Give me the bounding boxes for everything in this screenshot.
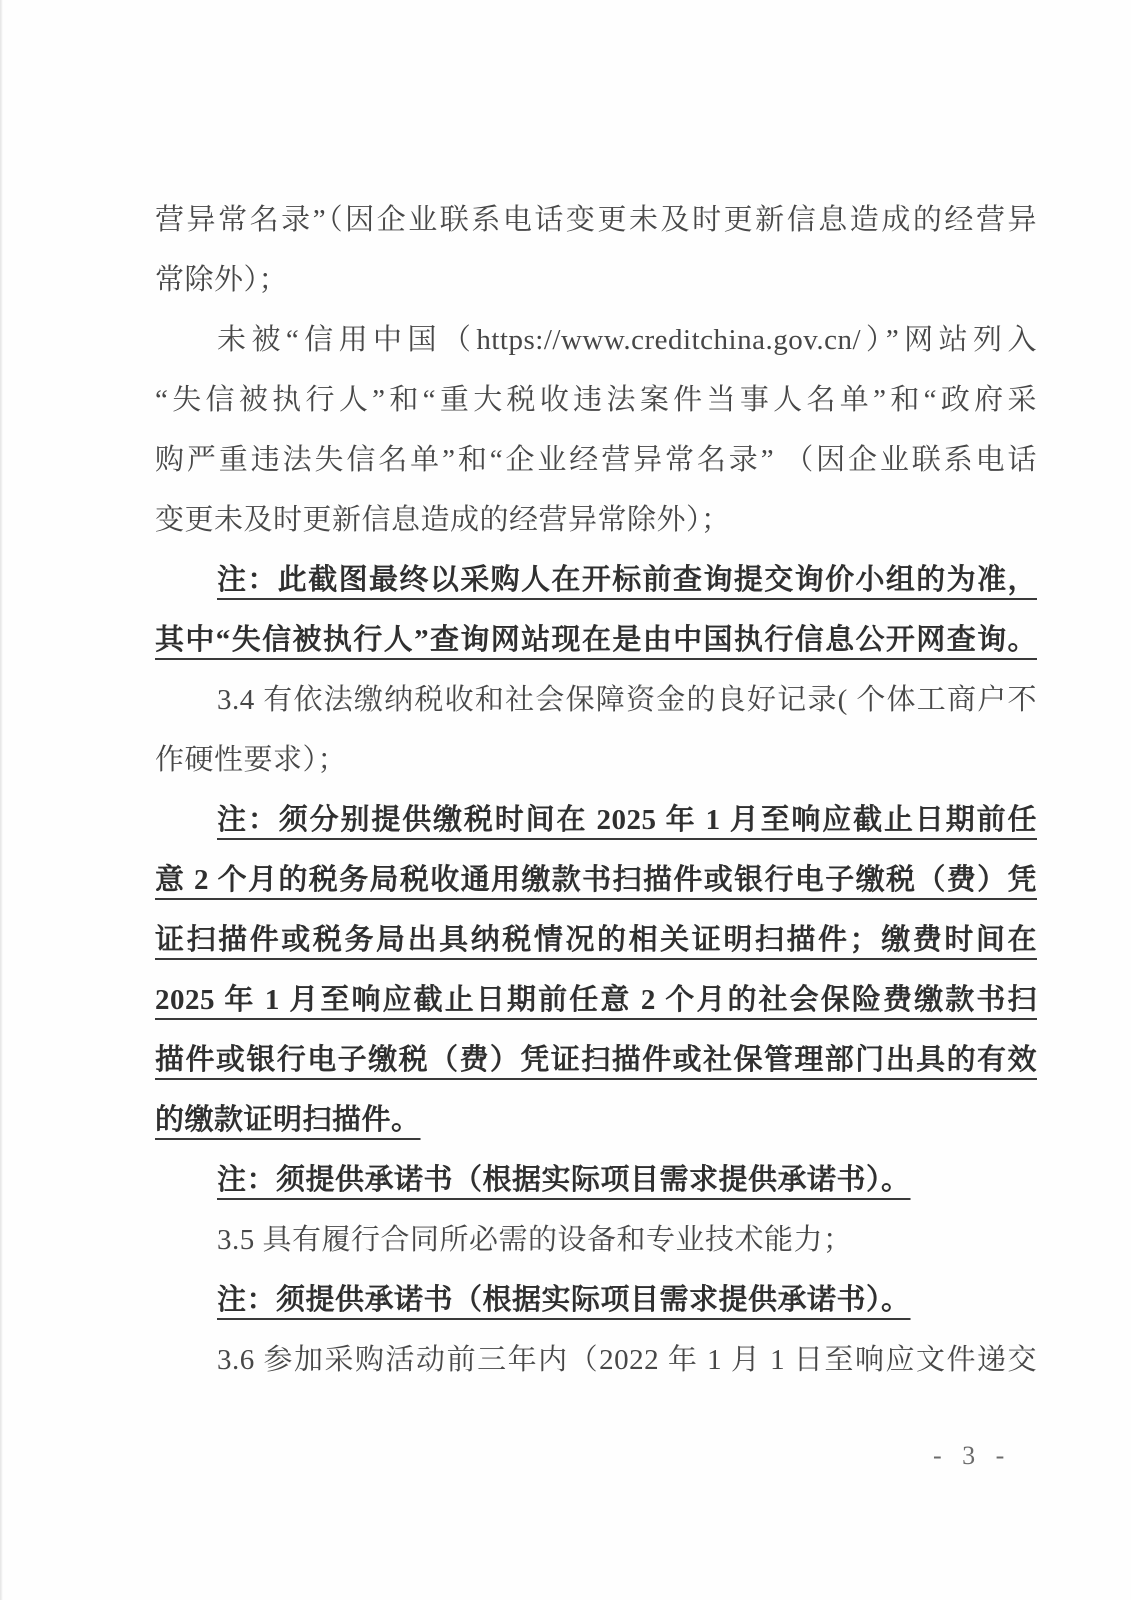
document-line: 注：须分别提供缴税时间在 2025 年 1 月至响应截止日期前任 — [217, 804, 1037, 836]
document-line: 意 2 个月的税务局税收通用缴款书扫描件或银行电子缴税（费）凭 — [155, 864, 1037, 896]
document-line: 3.4 有依法缴纳税收和社会保障资金的良好记录( 个体工商户不 — [217, 684, 1037, 716]
document-line: “失信被执行人”和“重大税收违法案件当事人名单”和“政府采 — [155, 384, 1037, 416]
scan-edge-artifact — [0, 0, 3, 1600]
document-line: 其中“失信被执行人”查询网站现在是由中国执行信息公开网查询。 — [155, 624, 1037, 656]
document-line: 3.5 具有履行合同所必需的设备和专业技术能力； — [217, 1224, 853, 1256]
document-line: 变更未及时更新信息造成的经营异常除外）； — [155, 504, 731, 536]
document-line: 未被“信用中国（https://www.creditchina.gov.cn/）”网站列入 — [217, 324, 1037, 356]
document-line: 营异常名录”（因企业联系电话变更未及时更新信息造成的经营异 — [155, 204, 1037, 236]
document-line: 注：须提供承诺书（根据实际项目需求提供承诺书）。 — [217, 1164, 911, 1196]
document-line: 常除外）； — [155, 264, 289, 296]
page-number: - 3 - — [933, 1441, 1012, 1470]
document-line: 的缴款证明扫描件。 — [155, 1104, 421, 1136]
document-line: 证扫描件或税务局出具纳税情况的相关证明扫描件；缴费时间在 — [155, 924, 1037, 956]
document-line: 注：须提供承诺书（根据实际项目需求提供承诺书）。 — [217, 1284, 911, 1316]
document-line: 注：此截图最终以采购人在开标前查询提交询价小组的为准， — [217, 564, 1037, 596]
document-line: 购严重违法失信名单”和“企业经营异常名录” （因企业联系电话 — [155, 444, 1037, 476]
document-line: 描件或银行电子缴税（费）凭证扫描件或社保管理部门出具的有效 — [155, 1044, 1037, 1076]
document-line: 3.6 参加采购活动前三年内（2022 年 1 月 1 日至响应文件递交 — [217, 1344, 1037, 1376]
document-body — [155, 200, 1037, 1400]
document-line: 作硬性要求）； — [155, 744, 348, 776]
document-line: 2025 年 1 月至响应截止日期前任意 2 个月的社会保险费缴款书扫 — [155, 984, 1037, 1016]
